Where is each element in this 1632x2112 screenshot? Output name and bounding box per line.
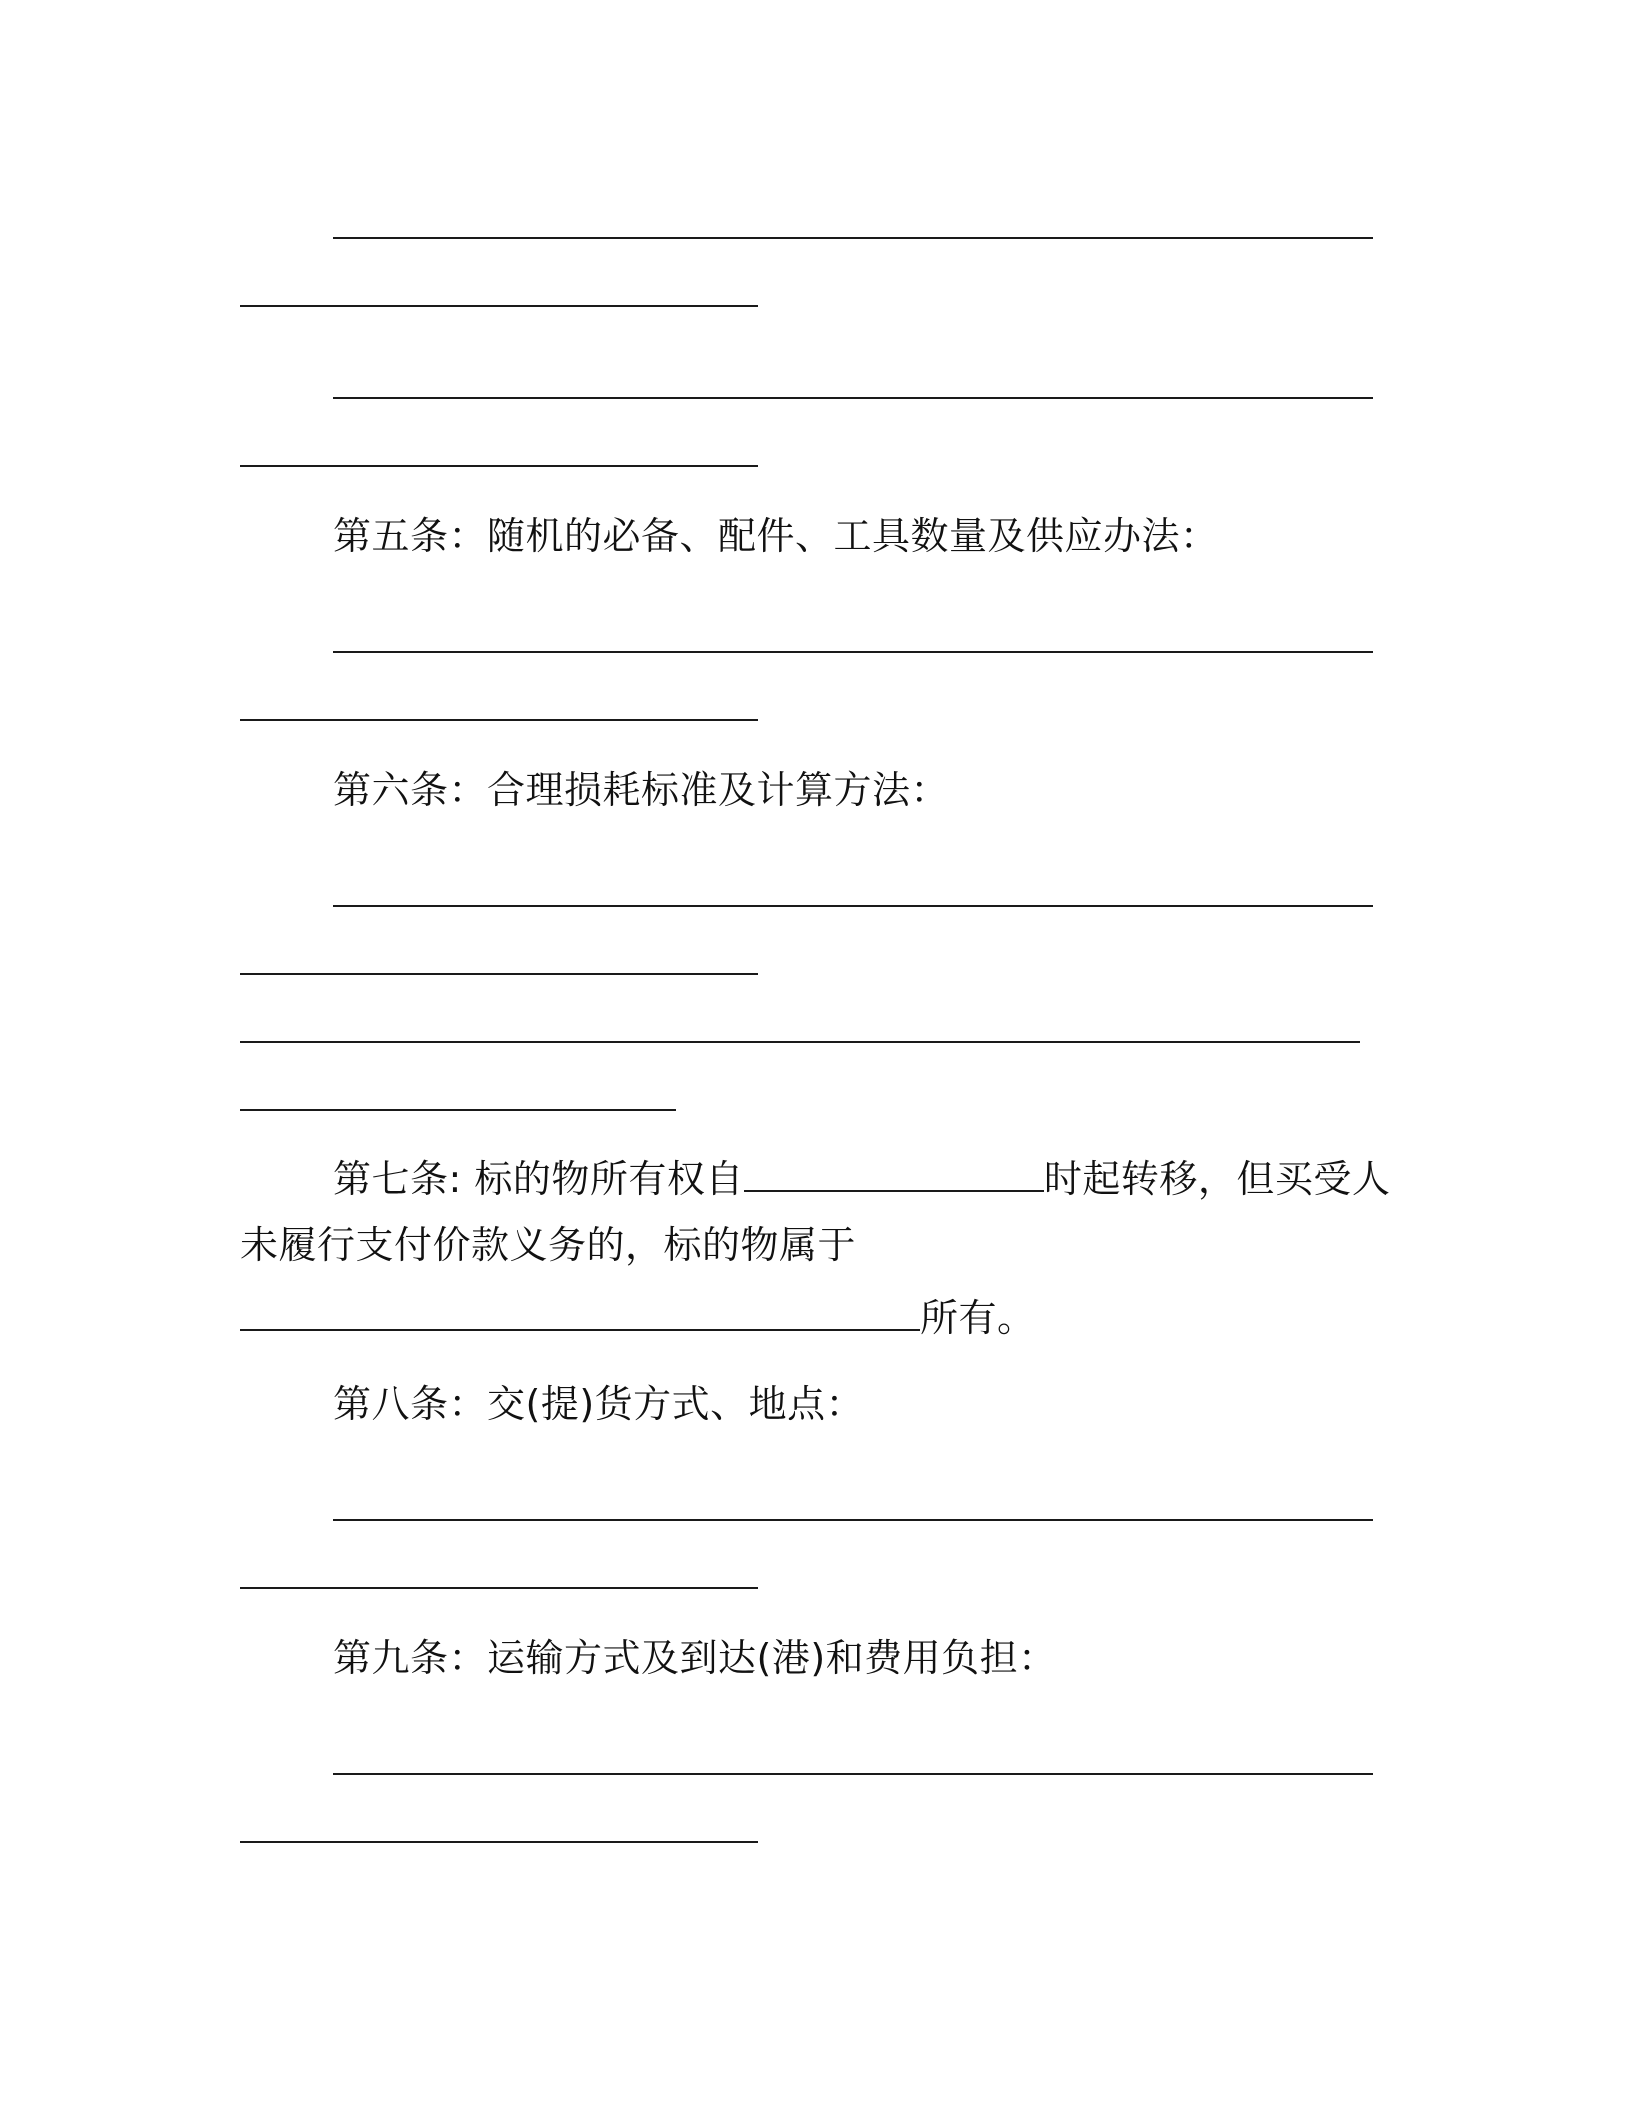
fill-line[interactable]: [240, 305, 758, 307]
article-5-heading: 第五条：随机的必备、配件、工具数量及供应办法：: [333, 514, 1219, 558]
fill-line[interactable]: [240, 1041, 1360, 1043]
article-7-line-3: [240, 1294, 1036, 1342]
fill-line[interactable]: [240, 1587, 758, 1589]
fill-line[interactable]: [240, 719, 758, 721]
article-8-heading: 第八条：交(提)货方式、地点：: [333, 1382, 865, 1426]
article-7-line-2: 未履行支付价款义务的，标的物属于: [240, 1223, 857, 1267]
article-7-line-3-end: 所有。: [920, 1296, 1036, 1340]
ownership-transfer-blank[interactable]: [744, 1160, 1044, 1192]
fill-line[interactable]: [240, 1841, 758, 1843]
fill-line[interactable]: [333, 397, 1373, 399]
fill-line[interactable]: [333, 1773, 1373, 1775]
fill-line[interactable]: [333, 905, 1373, 907]
article-6-heading: 第六条：合理损耗标准及计算方法：: [333, 768, 950, 812]
article-7-part-2: 时起转移，但买受人: [1043, 1157, 1391, 1201]
fill-line[interactable]: [240, 1109, 676, 1111]
owner-blank[interactable]: [240, 1299, 920, 1331]
article-7-line-1: [333, 1155, 1390, 1203]
fill-line[interactable]: [333, 237, 1373, 239]
fill-line[interactable]: [240, 973, 758, 975]
fill-line[interactable]: [333, 1519, 1373, 1521]
article-7-part-1: 第七条: 标的物所有权自: [333, 1157, 744, 1201]
fill-line[interactable]: [240, 465, 758, 467]
article-9-heading: 第九条：运输方式及到达(港)和费用负担：: [333, 1636, 1057, 1680]
fill-line[interactable]: [333, 651, 1373, 653]
